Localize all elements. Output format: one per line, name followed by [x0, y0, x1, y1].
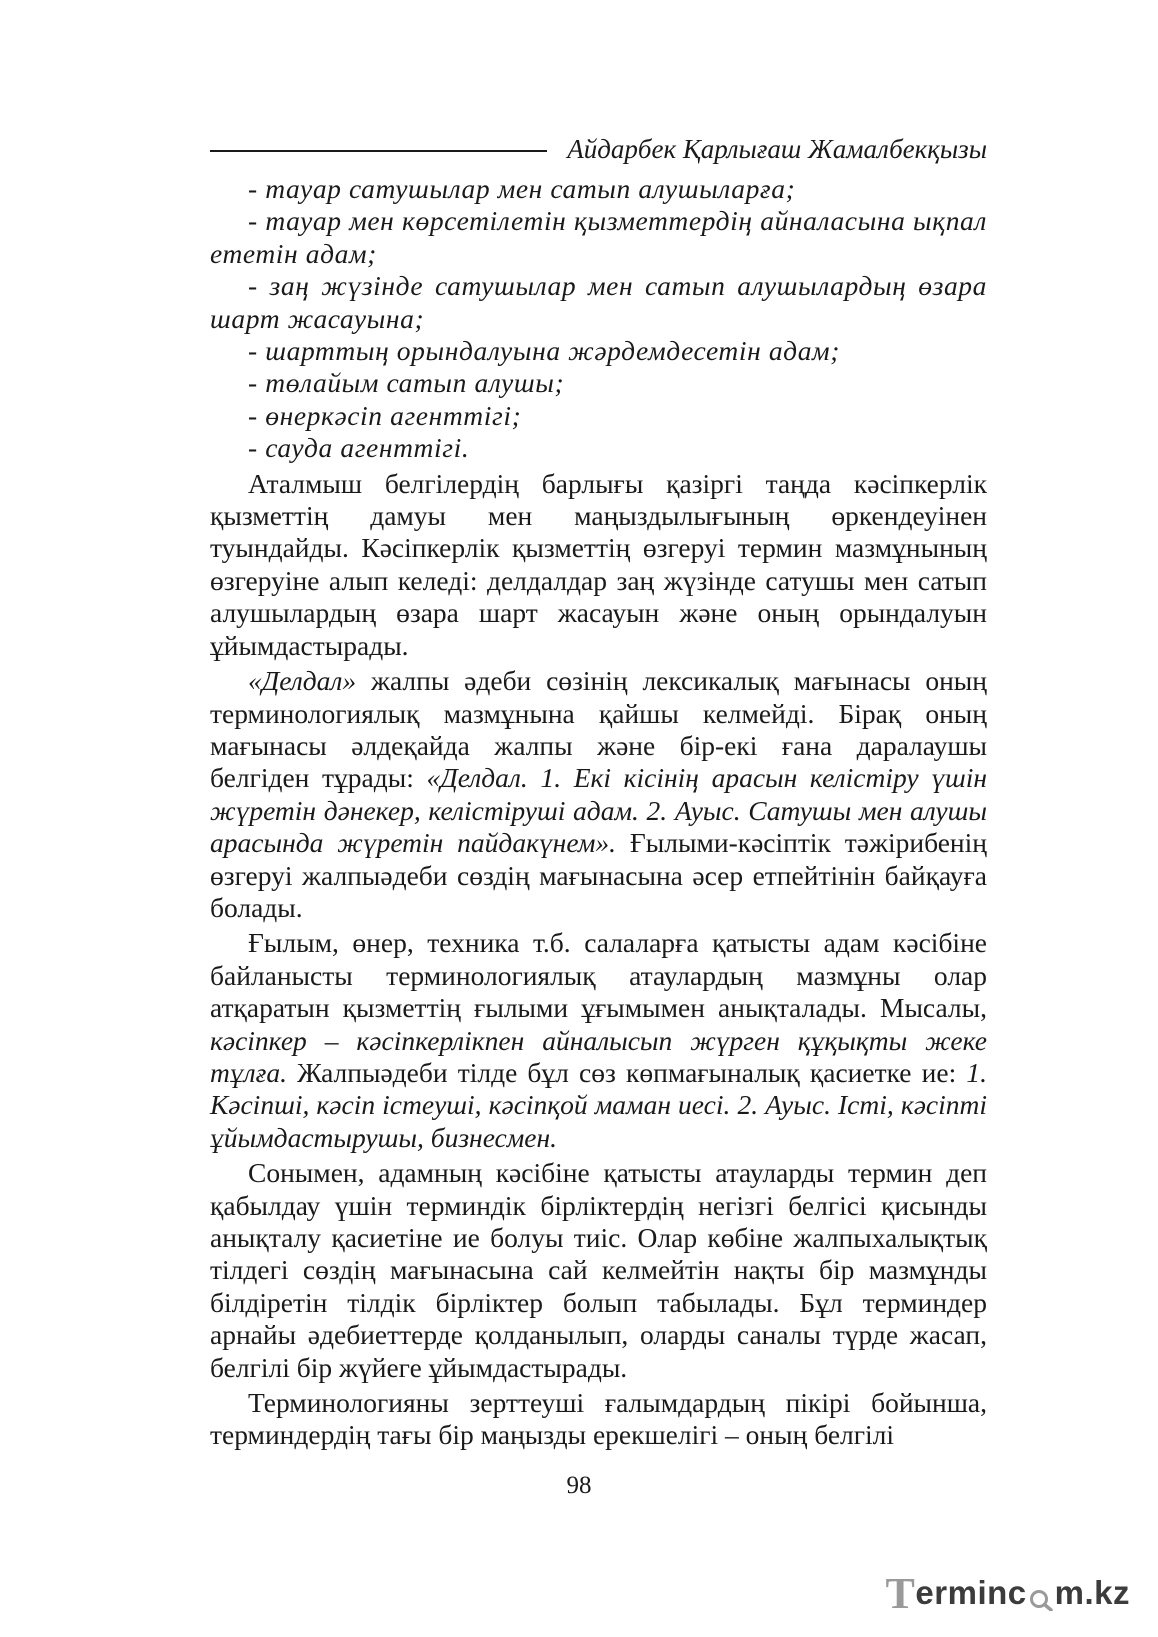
- magnifier-icon: [1029, 1581, 1053, 1605]
- paragraph-text: Жалпыәдеби тілде бұл сөз көпмағыналық қасиетке ие:: [286, 1056, 967, 1088]
- list-item: - төлайым сатып алушы;: [248, 367, 565, 399]
- list-item: - тауар сатушылар мен сатып алушыларға;: [248, 173, 796, 204]
- watermark-text: erminc: [915, 1574, 1027, 1611]
- page-content: [210, 173, 987, 1452]
- list-item: - өнеркәсіп агенттігі;: [248, 399, 522, 431]
- list-item: - шарттың орындалуына жәрдемдесетін адам;: [248, 335, 840, 367]
- dictionary-quote: «Делдал. 1. Екі кісінің арасын келістіру үшін жүретін дәнекер, келістіруші адам. 2. Ауыс. Сатушы мен алушы арасында жүретін пайдакүнем».: [210, 762, 987, 859]
- watermark-text: m.kz: [1054, 1574, 1130, 1611]
- paragraph-text: жалпы әдеби сөзінің лексикалық мағынасы оның терминологиялық мазмұнына қайшы келмейді. Бірақ оның мағынасы әлдеқайда жалпы және бір-екі ғана даралаушы белгіден тұрады:: [210, 665, 987, 794]
- paragraph: Сонымен, адамның кәсібіне қатысты атауларды термин деп қабылдау үшін терминдік бірліктердің негізгі белгісі қисынды анықталу қасиетіне ие болуы тиіс. Олар көбіне жалпыхалықтық тілдегі сөздің мағынасына сай келмейтін нақты бір мазмұнды білдіретін тілдік бірліктер болып табылады. Бұл терминдер арнайы әдебиеттерде қолданылып, оларды саналы түрде жасап, белгілі бір жүйеге ұйымдастырады.: [210, 1157, 987, 1383]
- paragraph-text: Ғылым, өнер, техника т.б. салаларға қатысты адам кәсібіне байланысты терминологиялық атаулардың мазмұны олар атқаратын қызметтің ғылыми ұғымымен анықталады. Мысалы,: [210, 927, 987, 1024]
- word-senses: 1. Кәсіпші, кәсіп істеуші, кәсіпқой маман иесі. 2. Ауыс. Істі, кәсіпті ұйымдастырушы, бизнесмен.: [210, 1056, 987, 1153]
- watermark-letter: T: [885, 1568, 916, 1618]
- paragraph: Терминологияны зерттеуші ғалымдардың пікірі бойынша, терминдердің тағы бір маңызды ерекшелігі – оның белгілі: [210, 1387, 987, 1451]
- paragraph: Аталмыш белгілердің барлығы қазіргі таңда кәсіпкерлік қызметтің дамуы мен маңыздылығының өркендеуінен туындайды. Кәсіпкерлік қызметтің өзгеруі термин мазмұнының өзгеруіне алып келеді: делдалдар заң жүзінде сатушы мен сатып алушылардың өзара шарт жасауын және оның орындалуын ұйымдастырады.: [210, 467, 987, 661]
- watermark-logo: [885, 1568, 1130, 1618]
- list-item: - сауда агенттігі.: [248, 432, 470, 464]
- paragraph-text: Ғылыми-кәсіптік тәжірибенің өзгеруі жалпыәдеби сөздің мағынасына әсер етпейтінін байқауға болады.: [210, 827, 987, 923]
- list-item: - заң жүзінде сатушылар мен сатып алушылардың өзара шарт жасауына;: [210, 270, 987, 334]
- header-author: Айдарбек Қарлығаш Жамалбекқызы: [567, 134, 987, 164]
- page-number: 98: [566, 1472, 592, 1499]
- running-header: [210, 131, 987, 167]
- paragraph: [210, 927, 987, 1154]
- term-deldal: «Делдал»: [248, 665, 357, 697]
- list-item: - тауар мен көрсетілетін қызметтердің айналасына ықпал ететін адам;: [210, 205, 987, 269]
- paragraph: [210, 665, 987, 924]
- term-definition: кәсіпкер – кәсіпкерлікпен айналысып жүрген құқықты жеке тұлға.: [210, 1024, 987, 1088]
- header-rule: [210, 150, 547, 152]
